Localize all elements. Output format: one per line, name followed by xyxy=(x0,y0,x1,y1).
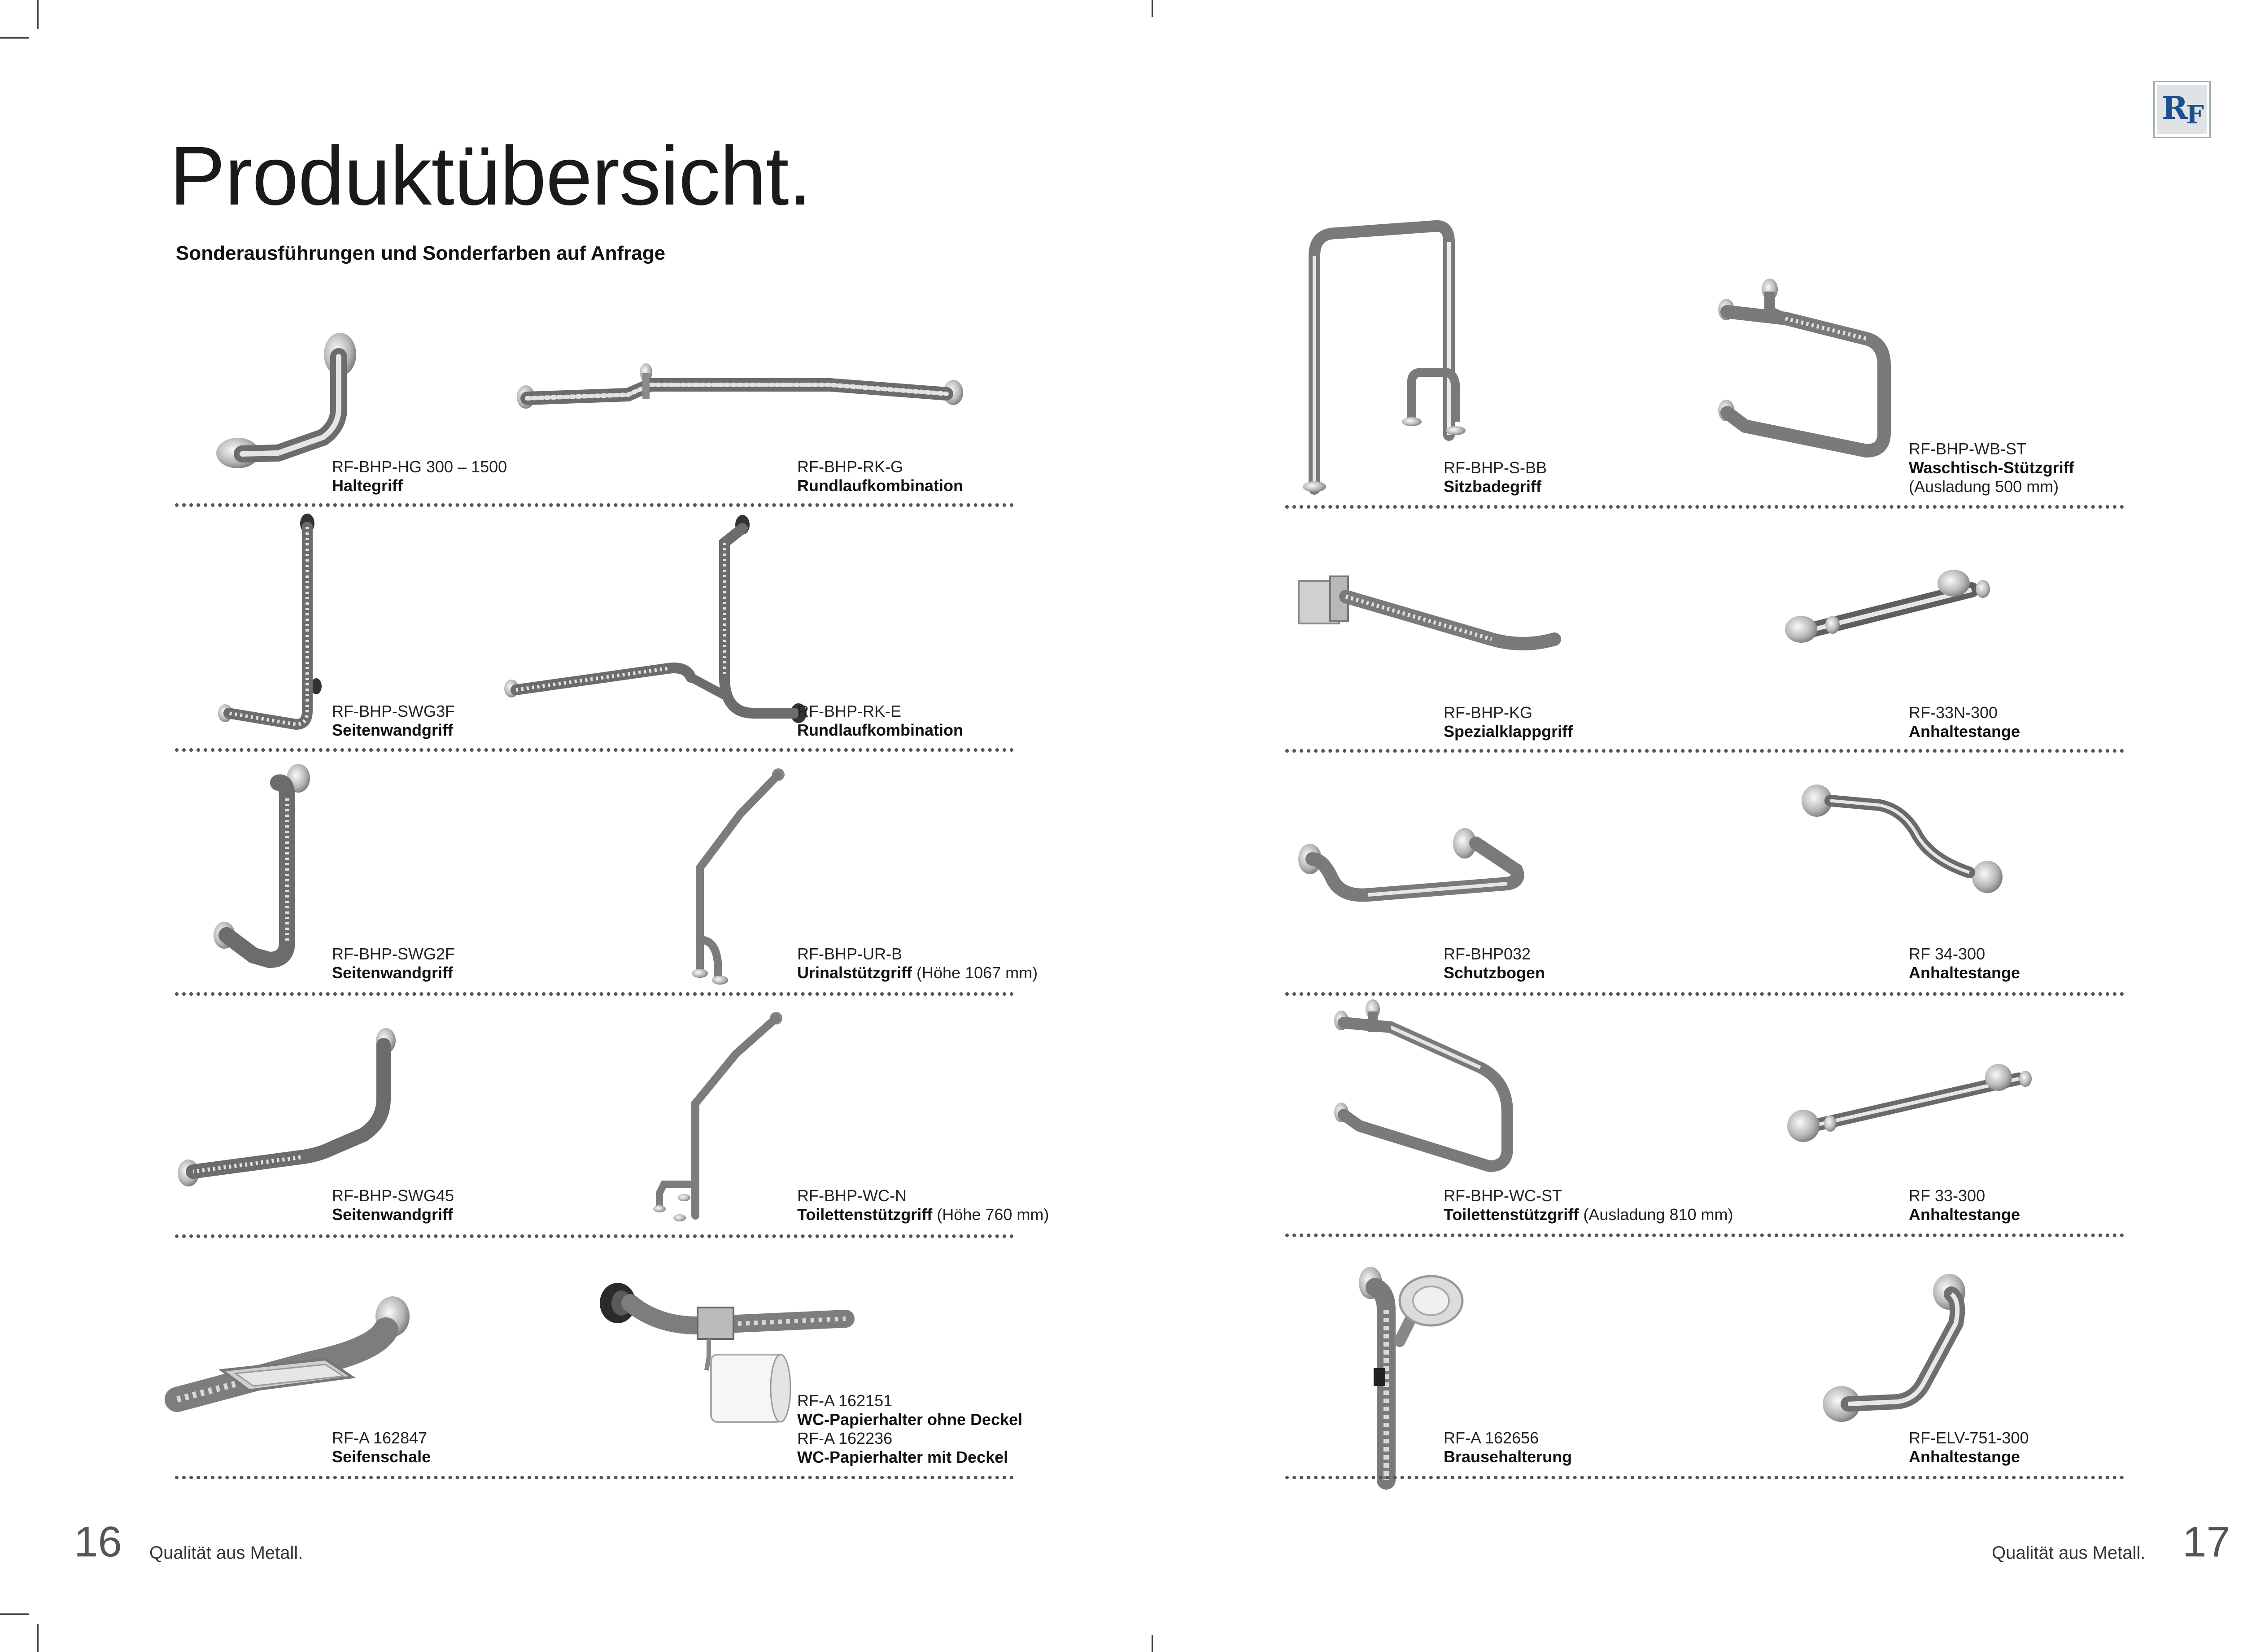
crop-mark xyxy=(1152,1635,1153,1652)
row-divider xyxy=(175,503,1014,507)
haltegriff-image xyxy=(211,323,363,480)
product-label: RF 33-300 Anhaltestange xyxy=(1909,1186,2020,1224)
product-label: RF-BHP032 Schutzbogen xyxy=(1444,945,1545,982)
rundlaufkombination-e-image xyxy=(502,516,807,727)
toilettenstuetzgriff-n-image xyxy=(641,1009,790,1225)
anhaltestange-elv-image xyxy=(1817,1274,1983,1426)
anhaltestange-33n-image xyxy=(1783,563,1999,648)
product-label: RF-BHP-UR-B Urinalstützgriff (Höhe 1067 mm) xyxy=(797,945,1038,982)
product-label: RF-A 162847 Seifenschale xyxy=(332,1429,431,1466)
footer-tagline-right: Qualität aus Metall. xyxy=(1992,1543,2146,1563)
crop-mark xyxy=(37,0,39,29)
row-divider xyxy=(175,1476,1014,1479)
toilettenstuetzgriff-st-image xyxy=(1328,1000,1534,1180)
crop-mark xyxy=(0,37,29,39)
row-divider xyxy=(175,748,1014,752)
row-divider xyxy=(1285,1476,2124,1479)
product-label: RF 34-300 Anhaltestange xyxy=(1909,945,2020,982)
row-divider xyxy=(1285,1234,2124,1237)
spezialklappgriff-image xyxy=(1299,572,1568,666)
product-label: RF-ELV-751-300 Anhaltestange xyxy=(1909,1429,2029,1466)
anhaltestange-34-image xyxy=(1799,783,2010,899)
product-label: RF-BHP-SWG45 Seitenwandgriff xyxy=(332,1186,454,1224)
product-label: RF-BHP-S-BB Sitzbadegriff xyxy=(1444,458,1547,496)
row-divider xyxy=(1285,505,2124,509)
footer-tagline-left: Qualität aus Metall. xyxy=(149,1543,303,1563)
seitenwandgriff-45-image xyxy=(175,1027,399,1193)
schutzbogen-image xyxy=(1296,825,1530,915)
product-label: RF-BHP-HG 300 – 1500 Haltegriff xyxy=(332,458,507,495)
anhaltestange-33-image xyxy=(1785,1059,2037,1148)
rf-logo: RF xyxy=(2153,81,2211,138)
seifenschale-image xyxy=(177,1296,419,1422)
product-label: RF-BHP-WC-ST Toilettenstützgriff (Ausladung 810 mm) xyxy=(1444,1186,1733,1224)
page-number-left: 16 xyxy=(74,1518,122,1566)
row-divider xyxy=(175,992,1014,996)
product-label: RF-BHP-SWG2F Seitenwandgriff xyxy=(332,945,455,982)
page-title: Produktübersicht. xyxy=(170,130,812,222)
row-divider xyxy=(1285,992,2124,996)
rundlaufkombination-g-image xyxy=(516,359,964,422)
product-label: RF-BHP-WB-ST Waschtisch-Stützgriff (Ausladung 500 mm) xyxy=(1909,440,2074,496)
product-label: RF-BHP-KG Spezialklappgriff xyxy=(1444,703,1573,741)
product-label: RF-A 162151 WC-Papierhalter ohne Deckel RF-A 162236 WC-Papierhalter mit Deckel xyxy=(797,1391,1023,1466)
crop-mark xyxy=(0,1613,29,1615)
seitenwandgriff-3f-image xyxy=(215,514,323,738)
product-label: RF-33N-300 Anhaltestange xyxy=(1909,703,2020,741)
product-label: RF-BHP-RK-E Rundlaufkombination xyxy=(797,702,963,739)
product-label: RF-BHP-WC-N Toilettenstützgriff (Höhe 760 mm) xyxy=(797,1186,1049,1224)
waschtisch-stuetzgriff-image xyxy=(1714,276,1893,464)
row-divider xyxy=(1285,749,2124,753)
page-subtitle: Sonderausführungen und Sonderfarben auf Anfrage xyxy=(176,242,666,264)
product-label: RF-BHP-RK-G Rundlaufkombination xyxy=(797,458,963,495)
row-divider xyxy=(175,1234,1014,1238)
page-number-right: 17 xyxy=(2182,1518,2230,1566)
product-label: RF-A 162656 Brausehalterung xyxy=(1444,1429,1572,1466)
sitzbadegriff-image xyxy=(1301,220,1480,498)
urinalstuetzgriff-image xyxy=(673,765,799,989)
product-label: RF-BHP-SWG3F Seitenwandgriff xyxy=(332,702,455,739)
crop-mark xyxy=(1152,0,1153,17)
crop-mark xyxy=(37,1624,39,1652)
seitenwandgriff-2f-image xyxy=(211,763,319,978)
